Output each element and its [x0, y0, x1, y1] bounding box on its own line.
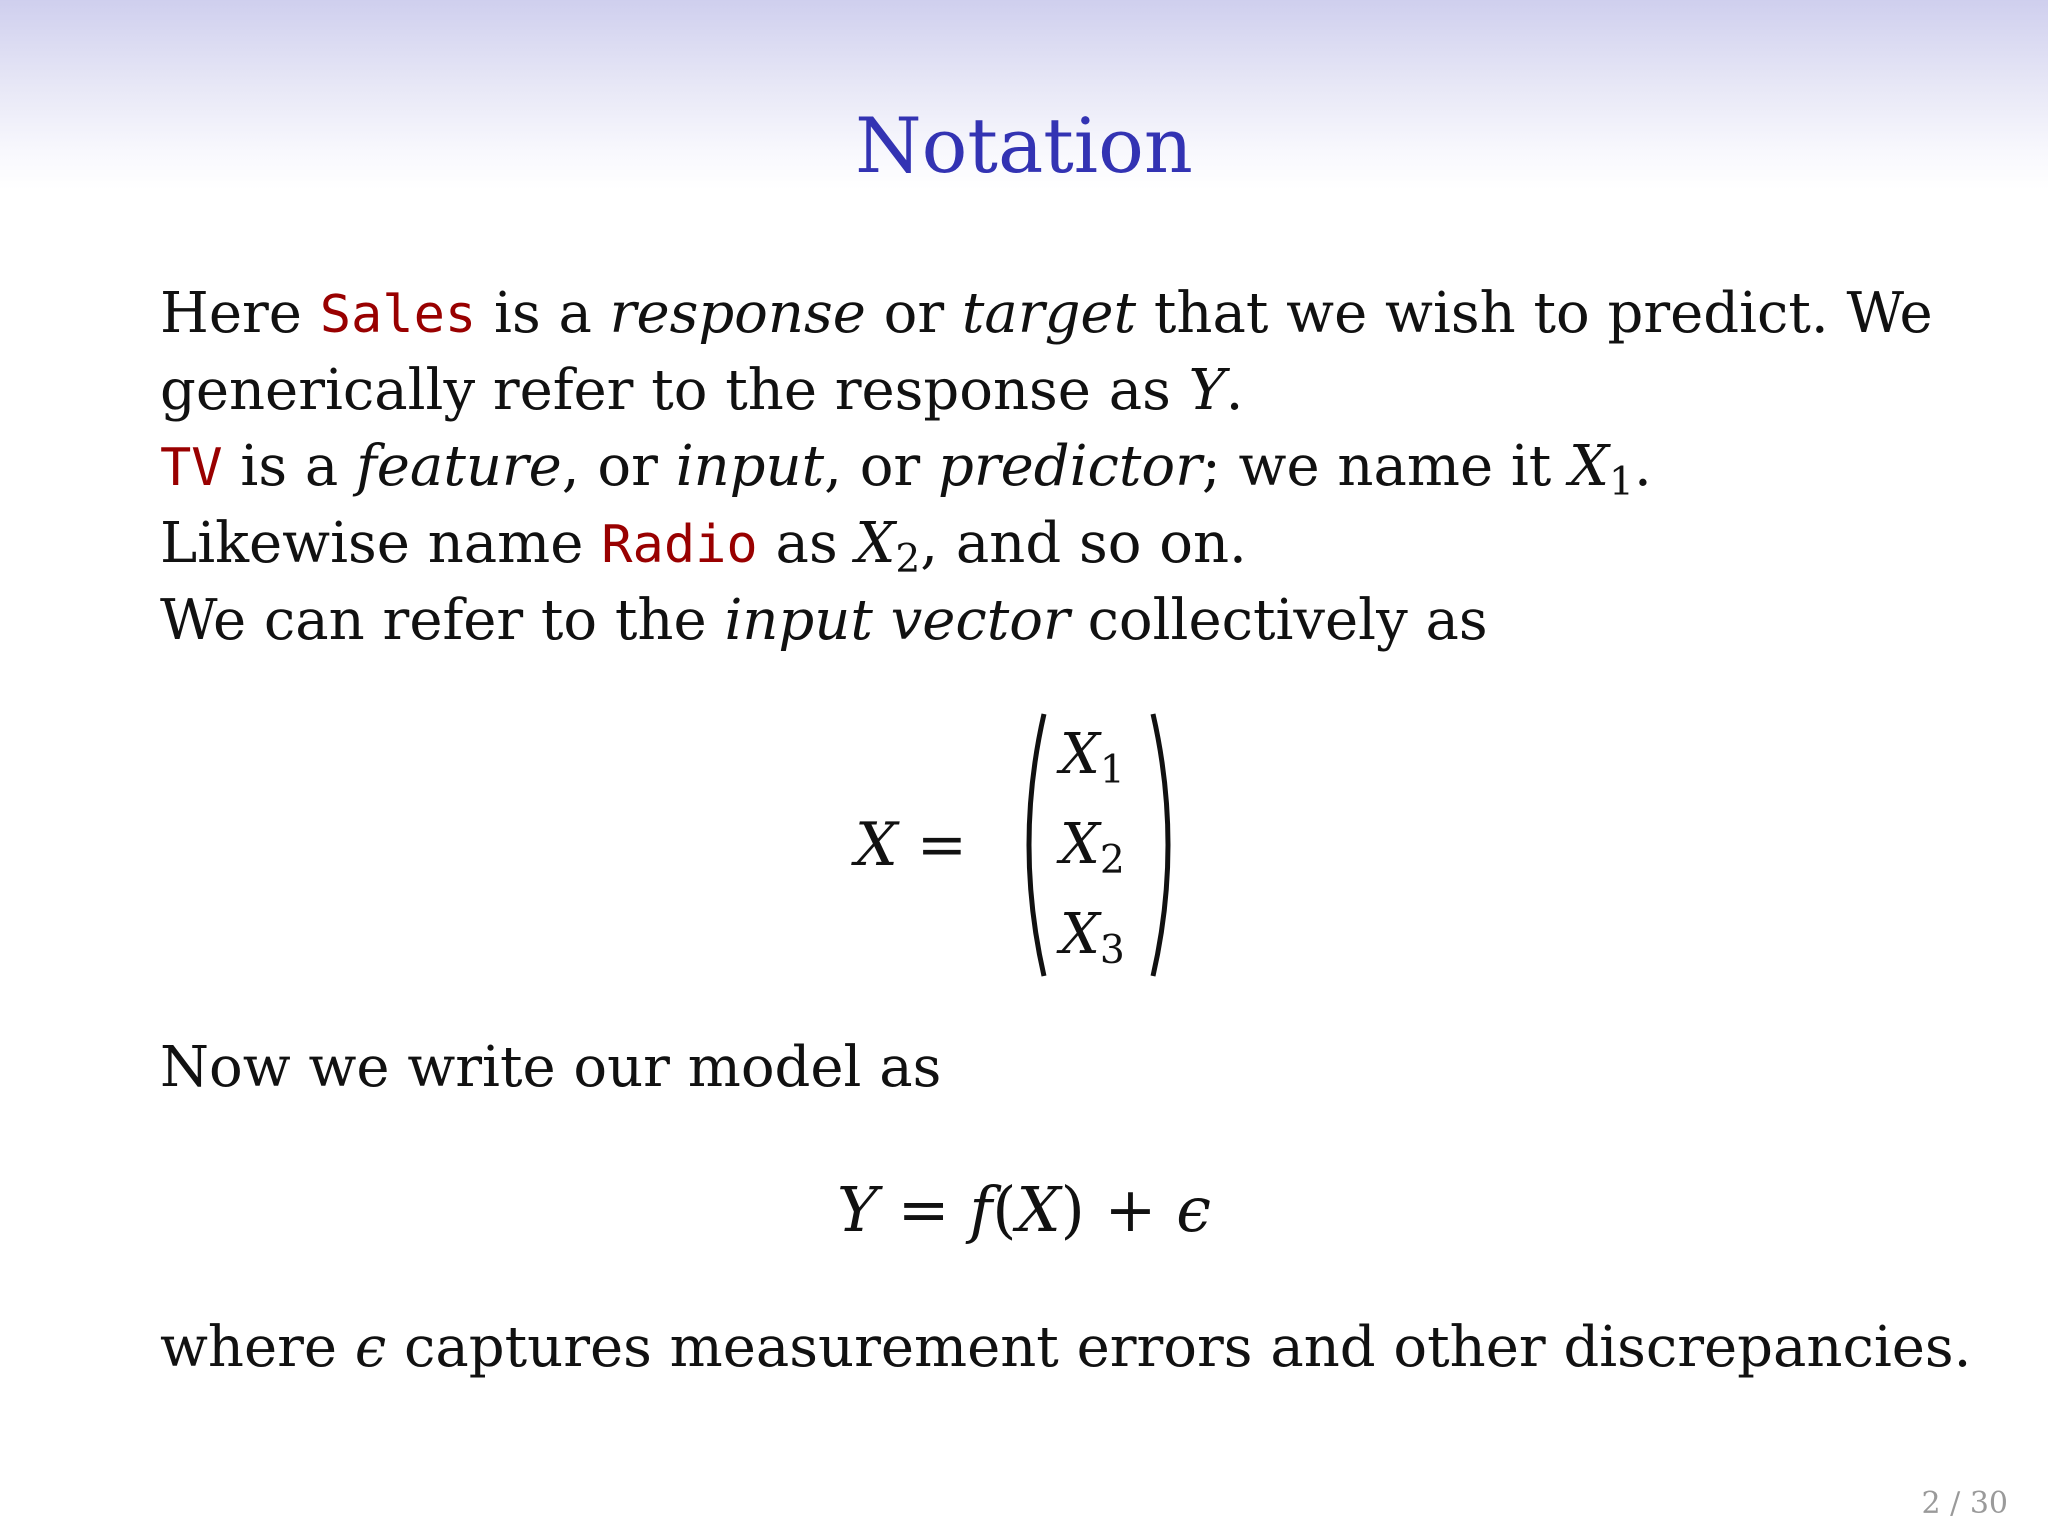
open-paren: (: [992, 1173, 1017, 1246]
line-response-y: [160, 353, 1880, 429]
term-predictor: predictor: [937, 434, 1202, 499]
model-equation: [0, 1170, 2048, 1250]
text-span: We can refer to the: [160, 588, 725, 653]
vector-entry-2: [1060, 800, 1150, 890]
text-span: .: [1225, 358, 1244, 423]
intro-paragraph: [160, 276, 1933, 659]
text-span: or: [865, 281, 962, 346]
text-span: generically refer to the response as: [160, 358, 1189, 423]
text-span: , and so on.: [920, 511, 1247, 576]
code-sales: Sales: [319, 285, 477, 345]
vector-entry-1: [1060, 710, 1150, 800]
symbol-x: X: [855, 511, 896, 576]
text-span: .: [1633, 434, 1652, 499]
text-span: Likewise name: [160, 511, 602, 576]
subscript: 2: [895, 536, 921, 582]
symbol-f: f: [969, 1173, 993, 1246]
symbol-y: Y: [837, 1173, 878, 1246]
symbol-x2: [855, 511, 921, 582]
epsilon-note: [160, 1310, 1972, 1386]
text-span: , or: [561, 434, 676, 499]
text-span: is a: [476, 281, 610, 346]
text-span: ; we name it: [1201, 434, 1570, 499]
symbol-x: X: [855, 810, 898, 880]
text-span: is a: [222, 434, 357, 499]
term-input-vector: input vector: [724, 588, 1070, 653]
code-tv: TV: [160, 438, 223, 498]
text-span: that we wish to predict. We: [1136, 281, 1933, 346]
term-target: target: [961, 281, 1137, 346]
text-span: collectively as: [1069, 588, 1488, 653]
equals-sign: =: [916, 810, 968, 880]
text-span: , or: [824, 434, 938, 499]
subscript: 1: [1099, 747, 1125, 793]
code-radio: Radio: [601, 515, 758, 575]
equals-sign: =: [877, 1173, 970, 1246]
symbol-x: X: [1016, 1173, 1061, 1246]
symbol-epsilon: ϵ: [1176, 1173, 1211, 1246]
line-input-vector: [160, 583, 1880, 659]
line-sales: [160, 276, 1933, 353]
symbol-x: X: [1060, 902, 1100, 967]
symbol-x: X: [1060, 722, 1100, 787]
vector-lhs: [855, 810, 967, 880]
slide-title: Notation: [855, 101, 1193, 190]
text-span: where: [160, 1315, 355, 1380]
plus-sign: +: [1084, 1173, 1177, 1246]
symbol-x1: [1569, 434, 1634, 505]
subscript: 2: [1099, 837, 1125, 883]
line-radio: [160, 506, 1880, 583]
right-paren-icon: [1147, 710, 1187, 980]
vector-entries: [1060, 710, 1150, 980]
symbol-x: X: [1569, 434, 1609, 499]
term-input: input: [675, 434, 825, 499]
symbol-y: Y: [1188, 358, 1226, 423]
model-intro-text: Now we write our model as: [160, 1035, 942, 1100]
vector-equation: [855, 710, 1185, 980]
symbol-x: X: [1060, 812, 1100, 877]
text-span: Here: [160, 281, 320, 346]
term-feature: feature: [356, 434, 562, 499]
symbol-epsilon: ϵ: [354, 1315, 387, 1380]
close-paren: ): [1060, 1173, 1085, 1246]
text-span: captures measurement errors and other discrepancies.: [386, 1315, 1972, 1380]
subscript: 3: [1099, 927, 1125, 973]
vector-entry-3: [1060, 890, 1150, 980]
epsilon-line: [160, 1310, 1972, 1386]
subscript: 1: [1609, 459, 1634, 505]
model-intro: [160, 1030, 1880, 1106]
line-tv: [160, 429, 1880, 506]
page-number: 2 / 30: [1921, 1486, 2008, 1521]
text-span: as: [757, 511, 856, 576]
left-paren-icon: [1010, 710, 1050, 980]
term-response: response: [609, 281, 866, 346]
